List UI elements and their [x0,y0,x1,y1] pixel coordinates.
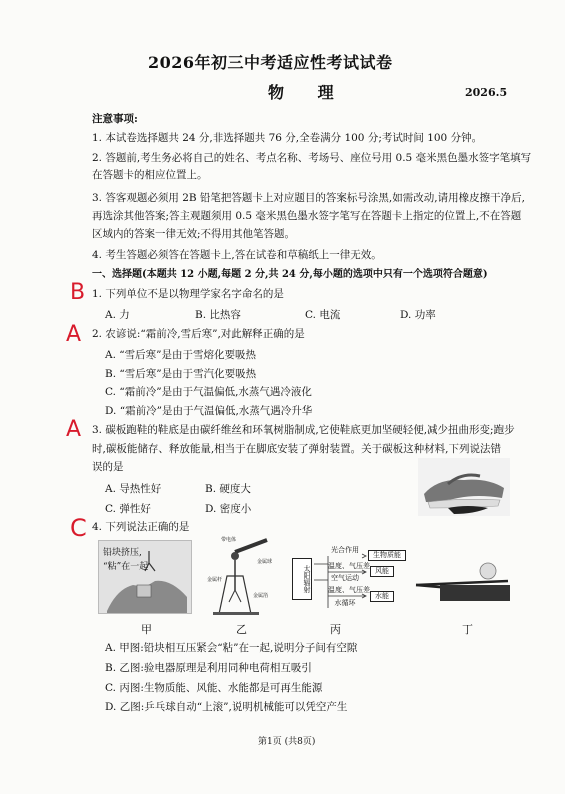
q1-option-b: B. 比热容 [195,309,241,321]
note-3-line3: 区域内的答案一律无效;不得用其他笔答题。 [92,228,296,240]
q4-option-b: B. 乙图:验电器原理是利用同种电荷相互吸引 [105,662,312,674]
figure-bing-energy-diagram [292,544,407,614]
q3-line2: 时,碳板能储存、释放能量,相当于在脚底安装了弹射装置。关于碳板这种材料,下列说法错 [92,443,502,455]
caption-bing: 丙 [330,623,341,636]
handwritten-answer-q2: A [66,322,82,347]
handwritten-answer-q4: C [70,514,87,542]
figure-yi-electroscope [205,536,280,616]
label-metal-ball: 金属球 [257,559,273,565]
subject-title: 物 理 [268,83,348,102]
note-3-line2: 再选涂其他答案;答主观题须用 0.5 毫米黑色墨水签字笔写在答题卡上指定的位置上,不在答题 [92,210,522,222]
q3-option-d: D. 密度小 [205,503,252,515]
label-metal-foil: 金属箔 [253,593,269,599]
page-footer: 第1页 (共8页) [258,737,316,747]
figure-ding-ping-pong [412,555,512,615]
caption-yi: 乙 [236,623,247,636]
figure-jia-lead-blocks [98,540,192,614]
note-3-line1: 3. 答客观题必须用 2B 铅笔把答题卡上对应题目的答案标号涂黑,如需改动,请用橡皮擦干净后, [92,192,525,204]
figure-jia-caption-2: “粘”在一起 [103,562,149,572]
figure-jia-caption-1: 铅块挤压, [103,548,142,558]
caption-jia: 甲 [141,623,152,636]
handwritten-answer-q3: A [66,417,82,442]
q3-option-c: C. 弹性好 [105,503,151,515]
exam-title: 2026年初三中考适应性考试试卷 [148,53,393,72]
note-1: 1. 本试卷选择题共 24 分,非选择题共 76 分,全卷满分 100 分;考试时间 100 分钟。 [92,132,483,144]
box-temp-pressure-1: 温度、气压差 [328,562,370,570]
q2-option-a: A. “雪后寒”是由于雪熔化要吸热 [105,349,256,361]
q2-option-c: C. “霜前冷”是由于气温偏低,水蒸气遇冷液化 [105,386,312,398]
box-wind-energy: 风能 [370,566,394,577]
box-hydro-energy: 水能 [370,591,394,602]
q2-option-b: B. “雪后寒”是由于雪汽化要吸热 [105,368,257,380]
handwritten-answer-q1: B [70,280,86,305]
q3-line1: 3. 碳板跑鞋的鞋底是由碳纤维丝和环氧树脂制成,它使鞋底更加坚硬轻便,减少扭曲形变;跑步 [92,424,515,436]
note-4: 4. 考生答题必须答在答题卡上,答在试卷和草稿纸上一律无效。 [92,249,382,261]
q4-stem: 4. 下列说法正确的是 [92,521,190,533]
box-solar-radiation: 太阳辐射 [292,558,312,600]
box-air-movement: 空气运动 [331,574,359,582]
box-photosynthesis: 光合作用 [331,546,359,554]
notes-heading: 注意事项: [92,113,138,125]
box-water-cycle: 水循环 [334,599,356,607]
q2-stem: 2. 农谚说:“霜前冷,雪后寒”,对此解释正确的是 [92,328,305,340]
note-2-line1: 2. 答题前,考生务必将自己的姓名、考点名称、考场号、座位号用 0.5 毫米黑色墨水签字笔填写 [92,152,532,164]
q2-option-d: D. “霜前冷”是由于气温偏低,水蒸气遇冷升华 [105,405,313,417]
caption-ding: 丁 [462,623,473,636]
section-heading: 一、选择题(本题共 12 小题,每题 2 分,共 24 分,每小题的选项中只有一个选项符合题意) [92,269,488,280]
q1-stem: 1. 下列单位不是以物理学家名字命名的是 [92,288,284,300]
carbon-plate-shoe-image [418,458,510,516]
label-metal-rod: 金属杆 [207,577,223,583]
q4-option-a: A. 甲图:铅块相互压紧会“粘”在一起,说明分子间有空隙 [105,642,358,654]
note-2-line2: 在答题卡的相应位置上。 [92,169,208,181]
label-charged-body: 带电体 [221,537,237,543]
q3-line3: 误的是 [92,461,124,473]
q1-option-a: A. 力 [105,309,130,321]
box-temp-pressure-2: 温度、气压差 [328,586,370,594]
q3-option-a: A. 导热性好 [105,483,162,495]
q4-option-c: C. 丙图:生物质能、风能、水能都是可再生能源 [105,682,323,694]
q1-option-c: C. 电流 [305,309,341,321]
exam-date: 2026.5 [465,86,508,99]
q3-option-b: B. 硬度大 [205,483,251,495]
q4-option-d: D. 乙图:乒乓球自动“上滚”,说明机械能可以凭空产生 [105,701,348,713]
box-biomass-energy: 生物质能 [368,550,406,561]
q1-option-d: D. 功率 [400,309,436,321]
